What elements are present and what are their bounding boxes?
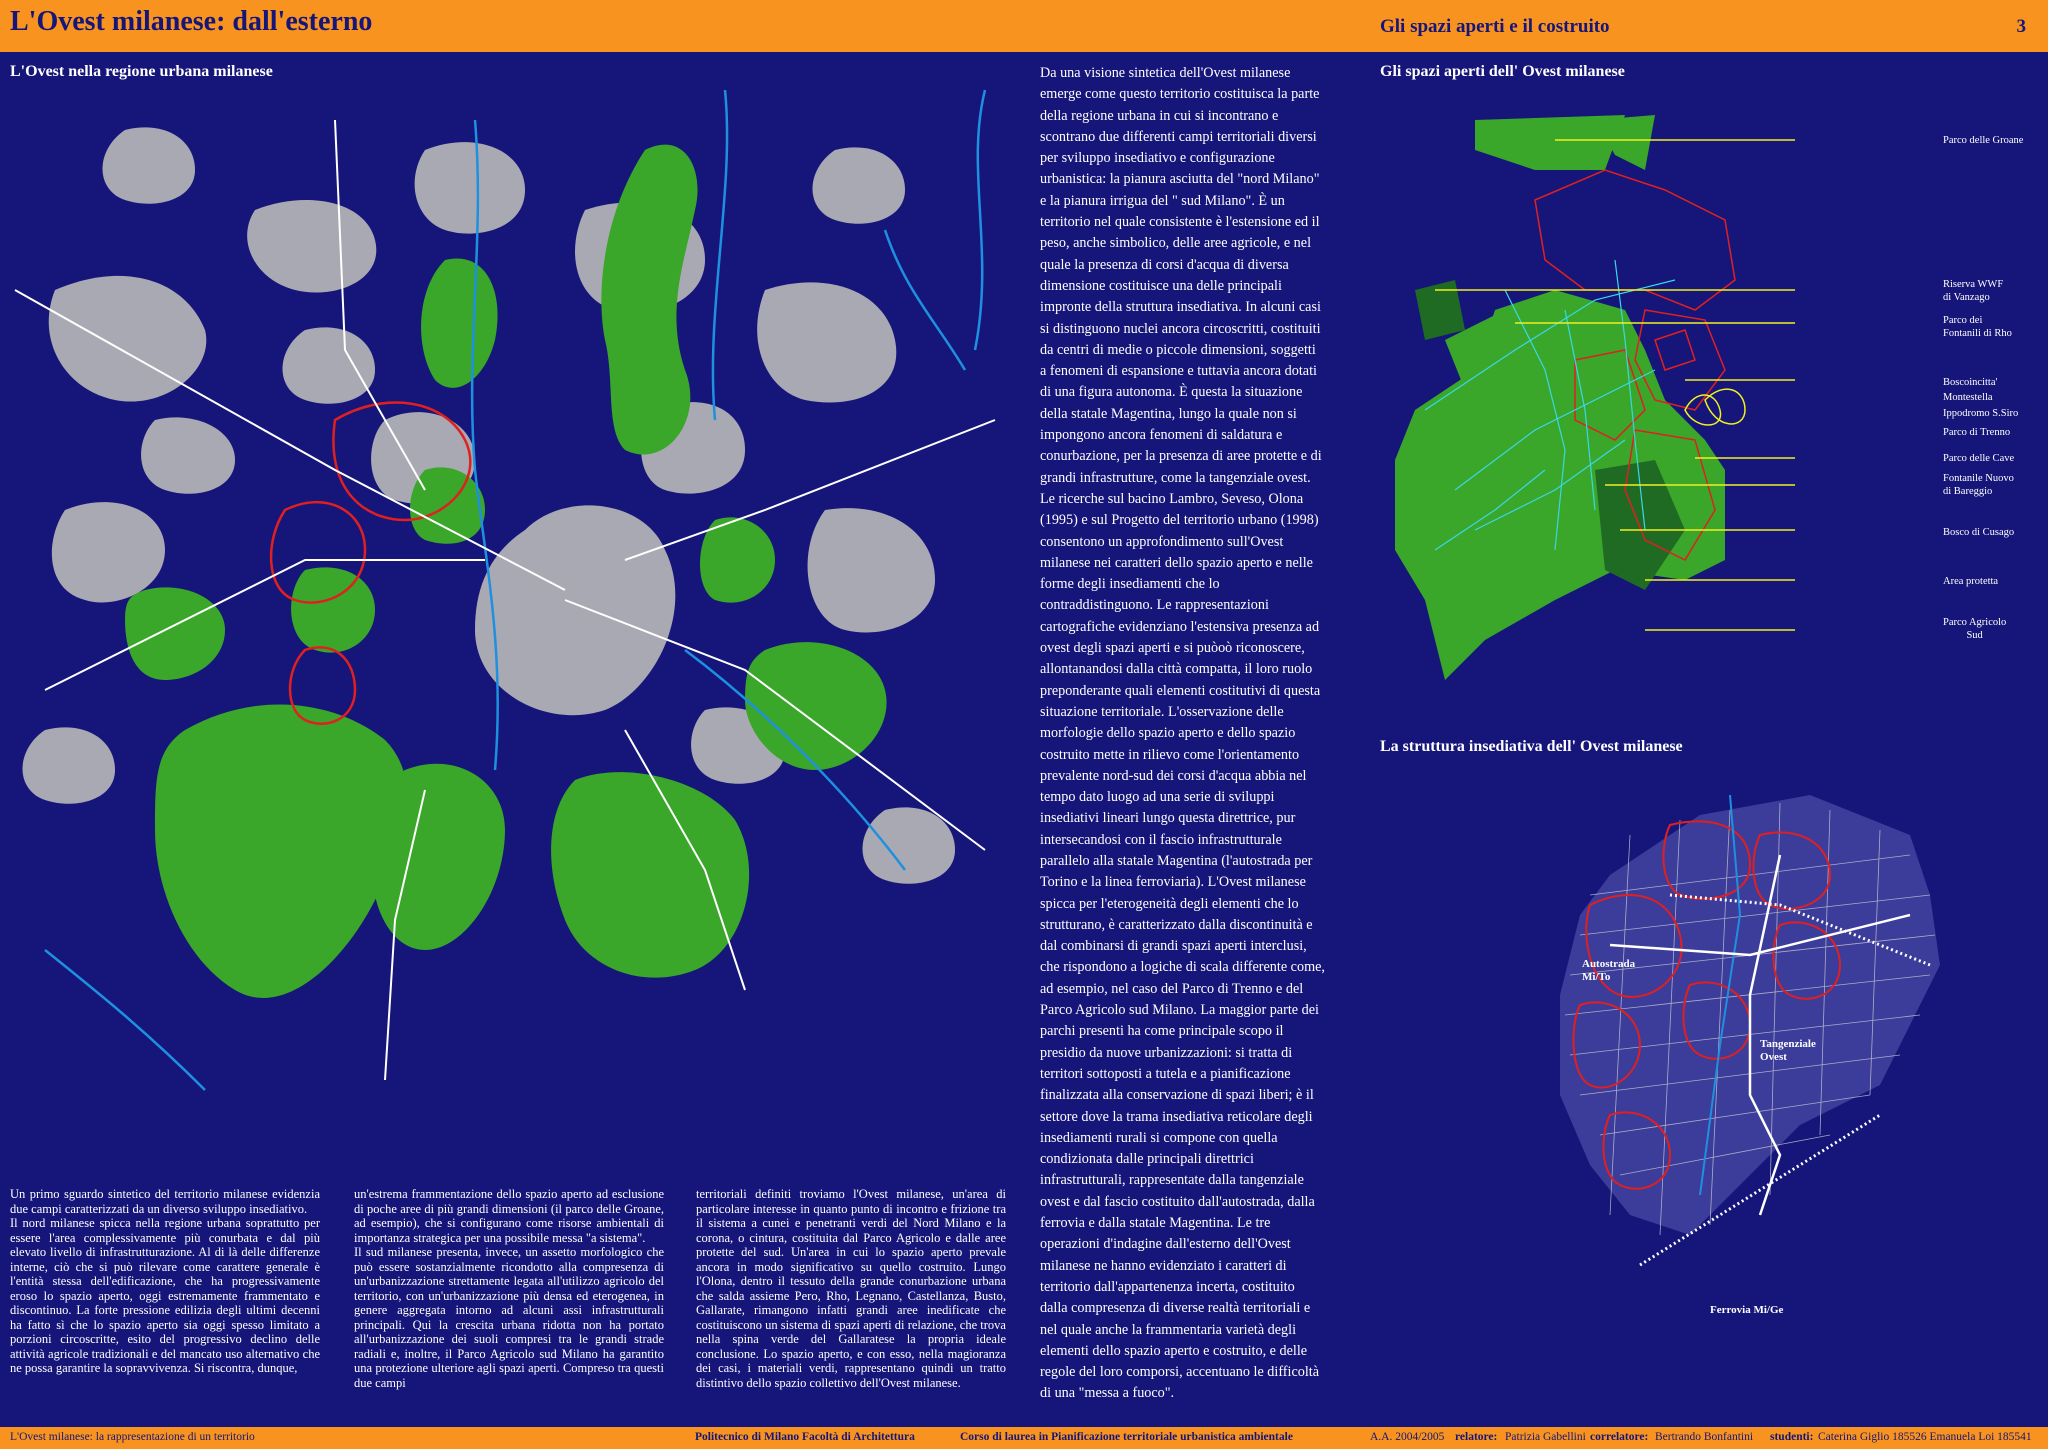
main-text-line: intersecandosi con il fascio infrastrutturale: [1040, 831, 1282, 848]
main-text-line: grandi infrastrutture, come la tangenziale ovest.: [1040, 469, 1311, 486]
footer-correlatore-label: correlatore:: [1590, 1431, 1649, 1443]
main-text-line: della statale Magentina, lungo la quale non si: [1040, 405, 1297, 422]
main-text-line: ovest e dal fascio costituito dall'autostrada, dalla: [1040, 1193, 1315, 1210]
main-text-line: dalla compresenza di diverse realtà territoriali e: [1040, 1300, 1311, 1317]
main-text-line: emerge come questo territorio costituisca la parte: [1040, 86, 1320, 103]
main-text-line: consentono un approfondimento sull'Ovest: [1040, 533, 1284, 550]
footer-year: A.A. 2004/2005: [1370, 1431, 1445, 1443]
page-number: 3: [2016, 16, 2026, 37]
footer-studenti: Caterina Giglio 185526 Emanuela Loi 185541: [1818, 1431, 2032, 1443]
main-text-column: [1040, 63, 1350, 1405]
main-text-line: che rispondono a logiche di scala differente come,: [1040, 959, 1325, 976]
footer-bar: [0, 1427, 2048, 1449]
footer-relatore: Patrizia Gabellini: [1505, 1431, 1586, 1443]
main-text-line: operazioni d'indagine dall'esterno dell'Ovest: [1040, 1236, 1291, 1253]
label-ferrovia: Ferrovia Mi/Ge: [1710, 1304, 1784, 1316]
main-text-line: contraddistinguono. Le rappresentazioni: [1040, 597, 1269, 614]
main-text-line: peso, anche simbolico, delle aree agricole, e nel: [1040, 235, 1312, 252]
label-tangenziale: Tangenziale Ovest: [1760, 1038, 1816, 1063]
header-bar: [0, 0, 2048, 52]
main-text-line: Da una visione sintetica dell'Ovest milanese: [1040, 65, 1291, 81]
legend-boscoincitta: Boscoincitta': [1943, 377, 1998, 388]
main-text-line: prevalente nord-sud dei corsi d'acqua abbia nel: [1040, 767, 1307, 784]
main-text-line: ad esempio, nel caso del Parco di Trenno e del: [1040, 980, 1304, 997]
main-text-line: preponderante quali elementi costitutivi di questa: [1040, 682, 1321, 699]
main-text-line: quale la presenza di corsi d'acqua di diversa: [1040, 256, 1289, 273]
main-text-line: dal combinarsi di grandi spazi aperti interclusi,: [1040, 938, 1307, 955]
main-text-line: forme degli insediamenti che lo: [1040, 576, 1220, 593]
main-text-line: settore dove la trama insediativa reticolare degli: [1040, 1108, 1313, 1125]
main-text-line: e la pianura irrigua del " sud Milano". È un: [1040, 192, 1285, 209]
main-text-line: impongono ancora fenomeni di saldatura e: [1040, 427, 1283, 444]
intro-column-3: territoriali definiti troviamo l'Ovest milanese, un'area di particolare interesse in quanto punto di incontro e frizione tra il sistema a cunei e penetranti verdi del Nord Milano e la corona, o cintura, costituita dal Parco Agricolo e dalle aree protette del sud. Un'area in cui lo spazio aperto prevale ancora in modo significativo su quello costruito. Lungo l'Olona, dentro il tessuto della grande conurbazione urbana che salda assieme Pero, Rho, Legnano, Castellanza, Busto, Gallarate, rimangono infatti grandi aree inedificate che costituiscono un sistema di spazi aperti di relazione, che trova nella spina verde del Gallaratese la propria ideale conclusione. Lo spazio aperto, e con esso, nella magioranza dei casi, i materiali verdi, rappresentano quindi un tratto distintivo dello spazio collettivo dell'Ovest milanese.: [696, 1187, 1006, 1390]
main-text-line: dimensione costituisce una delle principali: [1040, 277, 1282, 294]
legend-montestella: Montestella: [1943, 392, 1993, 403]
main-text-line: scontrano due differenti campi territoriali diversi: [1040, 128, 1317, 145]
footer-studenti-label: studenti:: [1770, 1431, 1814, 1443]
footer-subtitle: L'Ovest milanese: la rappresentazione di un territorio: [10, 1431, 255, 1443]
legend-parco-fontanili-rho: Parco dei Fontanili di Rho: [1943, 315, 2012, 339]
main-text-line: Torino e la linea ferroviaria). L'Ovest milanese: [1040, 874, 1306, 891]
main-text-line: urbanistica: la pianura asciutta del "nord Milano": [1040, 171, 1320, 188]
main-text-line: da centri di medie o piccole dimensioni, soggetti: [1040, 341, 1316, 358]
main-text-line: costruito mette in rilievo come l'orientamento: [1040, 746, 1300, 763]
open-spaces-heading: Gli spazi aperti dell' Ovest milanese: [1380, 63, 1625, 80]
legend-bosco-di-cusago: Bosco di Cusago: [1943, 527, 2015, 538]
main-text-line: spicca per l'eterogeneità degli elementi che lo: [1040, 895, 1299, 912]
legend-area-protetta: Area protetta: [1943, 576, 1999, 587]
main-text-line: ferrovia e dalla statale Magentina. Le tre: [1040, 1215, 1271, 1232]
main-text-line: strutturano, è caratterizzato dalla discontinuità e: [1040, 916, 1313, 933]
main-text-line: allontanandosi dalla città compatta, il loro ruolo: [1040, 661, 1313, 678]
main-text-line: Le ricerche sul bacino Lambro, Seveso, Olona: [1040, 490, 1304, 507]
main-text-line: regole del loro comporsi, accentuano le difficoltà: [1040, 1364, 1320, 1381]
main-text-line: infrastrutturali, rappresentate dalla tangenziale: [1040, 1172, 1304, 1189]
main-text-line: insediamenti rurali si compone con quella: [1040, 1129, 1278, 1146]
main-text-line: si distinguono nuclei ancora circoscritti, costituiti: [1040, 320, 1321, 337]
page-title: L'Ovest milanese: dall'esterno: [10, 6, 373, 37]
open-spaces-map: [1395, 110, 1795, 690]
legend-fontanile-nuovo: Fontanile Nuovo di Bareggio: [1943, 473, 2014, 497]
main-text-line: (1995) e sul Progetto del territorio urbano (1998): [1040, 512, 1319, 529]
intro-column-1: Un primo sguardo sintetico del territorio milanese evidenzia due campi caratterizzati da un diverso sviluppo insediativo. Il nord milanese spicca nella regione urbana soprattutto per essere l'area complessivamente più conurbata e dal più elevato livello di infrastrutturazione. Al di là delle differenze interne, ciò che si può rilevare come carattere generale è l'entità stessa dell'edificazione, che ha progressivamente eroso lo spazio aperto, oggi estremamente frammentato e discontinuo. La forte pressione edilizia degli ultimi decenni ha fatto sì che lo spazio aperto sia oggi spesso limitato a porzioni circoscritte, esito del progressivo declino delle attività agricole tradizionali e del mancato uso alternativo che ne possa garantire la sopravvivenza. Si riscontra, dunque,: [10, 1187, 320, 1375]
settlement-heading: La struttura insediativa dell' Ovest milanese: [1380, 738, 1683, 755]
main-text-line: morfologie dello spazio aperto e dello spazio: [1040, 725, 1296, 742]
main-text-line: situazione territoriale. L'osservazione delle: [1040, 703, 1284, 720]
main-text-line: parchi presenti ha come principale scopo il: [1040, 1023, 1284, 1040]
settlement-map: [1550, 795, 1950, 1315]
main-text-line: insediativi lineari lungo questa direttrice, pur: [1040, 810, 1296, 827]
legend-parco-agricolo-sud: Parco Agricolo Sud: [1943, 617, 2007, 641]
main-text-line: impronte della struttura insediativa. In alcuni casi: [1040, 299, 1321, 316]
main-text-line: ovest degli spazi aperti e si puòoò riconoscere,: [1040, 640, 1305, 657]
legend-parco-delle-groane: Parco delle Groane: [1943, 135, 2024, 146]
footer-correlatore: Bertrando Bonfantini: [1655, 1431, 1754, 1443]
main-text-line: elementi dello spazio aperto e costruito, e delle: [1040, 1342, 1308, 1359]
main-text-line: territorio nel quale consistente è l'estensione ed il: [1040, 214, 1320, 231]
main-text-line: della regione urbana in cui si incontrano e: [1040, 107, 1279, 124]
footer-relatore-label: relatore:: [1455, 1431, 1498, 1443]
main-text-line: parallelo alla statale Magentina (l'autostrada per: [1040, 852, 1313, 869]
section-title: Gli spazi aperti e il costruito: [1380, 16, 1610, 37]
legend-parco-di-trenno: Parco di Trenno: [1943, 427, 2011, 438]
footer-course: Corso di laurea in Pianificazione territoriale urbanistica ambientale: [960, 1431, 1293, 1443]
main-text-line: milanese ne hanno evidenziato i caratteri di: [1040, 1257, 1287, 1274]
main-text-line: di una "messa a fuoco".: [1040, 1385, 1175, 1402]
main-map-heading: L'Ovest nella regione urbana milanese: [10, 63, 273, 80]
main-text-line: Parco Agricolo sud Milano. La maggior parte dei: [1040, 1002, 1319, 1019]
main-text-line: per sviluppo insediativo e configurazione: [1040, 150, 1275, 167]
main-text-line: milanese nei caratteri dello spazio aperto e nelle: [1040, 554, 1313, 571]
main-text-line: tempo dato luogo ad una serie di sviluppi: [1040, 789, 1275, 806]
legend-parco-delle-cave: Parco delle Cave: [1943, 453, 2015, 464]
main-text-line: a fenomeni di espansione e tuttavia ancora dotati: [1040, 363, 1317, 380]
legend-ippodromo: Ippodromo S.Siro: [1943, 408, 2019, 419]
main-text-line: territorio dall'appartenenza incerta, costituito: [1040, 1278, 1295, 1295]
main-text-line: territori sottoposti a tutela e a pianificazione: [1040, 1065, 1291, 1082]
intro-column-2: un'estrema frammentazione dello spazio aperto ad esclusione di poche aree di più grandi dimensioni (il parco delle Groane, ad esempio), che si configurano come risorse ambientali di importanza strategica per una possibile messa "a sistema". Il sud milanese presenta, invece, un assetto morfologico che può essere sostanzialmente ricondotto alla compresenza di un'urbanizzazione strettamente legata all'utilizzo agricolo del territorio, con un'urbanizzazione più densa ed eterogenea, in genere aggregata intorno ad alcuni assi infrastrutturali principali. Qui la crescita urbana ridotta non ha portato all'urbanizzazione dei suoli compresi tra le grandi strade radiali e, inoltre, il Parco Agricolo sud Milano ha garantito una protezione ulteriore agli spazi aperti. Compreso tra questi due campi: [354, 1187, 664, 1390]
main-text-line: cartografiche evidenziano l'estensiva presenza ad: [1040, 618, 1320, 635]
main-regional-map: [5, 90, 1005, 1110]
main-text-line: di una figura autonoma. È questa la situazione: [1040, 384, 1303, 401]
main-text-line: nel quale anche la frammentaria varietà degli: [1040, 1321, 1297, 1338]
footer-school: Politecnico di Milano Facoltà di Architettura: [695, 1431, 915, 1443]
main-text-line: presidio da nuove urbanizzazioni: si tratta di: [1040, 1044, 1293, 1061]
label-autostrada: Autostrada Mi/To: [1582, 958, 1636, 983]
legend-riserva-wwf-vanzago: Riserva WWF di Vanzago: [1943, 279, 2004, 303]
main-text-line: condizionata dalle principali direttrici: [1040, 1151, 1254, 1168]
main-text-line: conurbazione, per la presenza di aree protette e di: [1040, 448, 1322, 465]
main-text-line: finalizzata alla conservazione di spazi liberi; è il: [1040, 1087, 1314, 1104]
